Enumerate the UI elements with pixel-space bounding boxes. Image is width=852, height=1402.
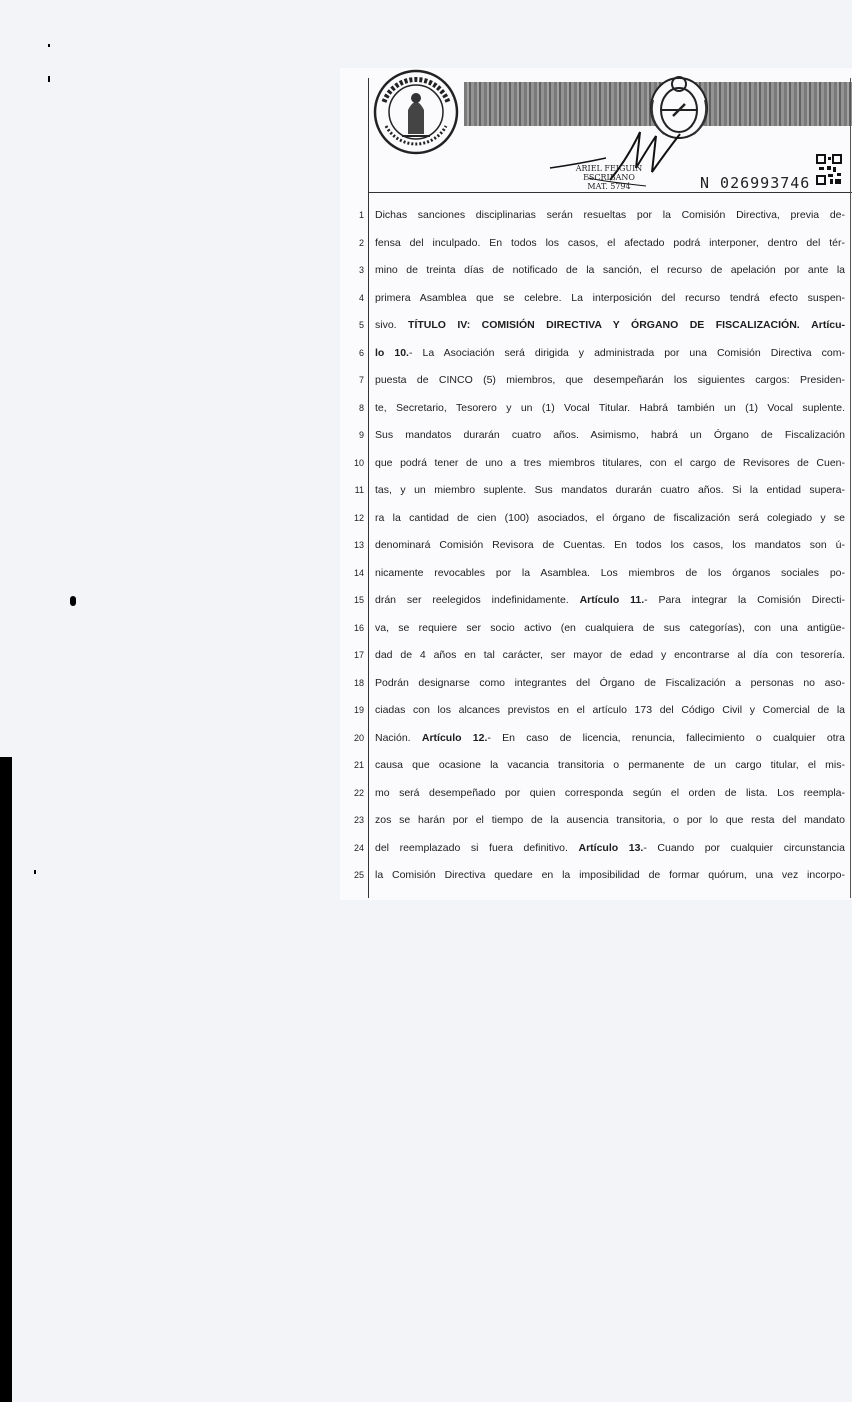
text-line: nicamente revocables por la Asamblea. Los miembros de los órganos sociales po- bbox=[375, 566, 845, 579]
line-number: 23 bbox=[353, 815, 364, 825]
scan-black-margin bbox=[0, 757, 12, 1402]
document-body bbox=[375, 202, 845, 890]
line-number: 5 bbox=[358, 320, 364, 330]
text-line: fensa del inculpado. En todos los casos, el afectado podrá interponer, dentro del tér- bbox=[375, 236, 845, 249]
line-number: 9 bbox=[358, 430, 364, 440]
bold-heading: lo 10. bbox=[375, 346, 409, 359]
text-line: que podrá tener de uno a tres miembros titulares, con el cargo de Revisores de Cuen- bbox=[375, 456, 845, 469]
text-line: ciadas con los alcances previstos en el artículo 173 del Código Civil y Comercial de la bbox=[375, 704, 845, 716]
text-line: zos se harán por el tiempo de la ausencia transitoria, o por lo que resta del mandato bbox=[375, 814, 845, 826]
line-number: 4 bbox=[358, 292, 364, 303]
line-number: 13 bbox=[353, 540, 364, 550]
text-line: lo 10.- La Asociación será dirigida y administrada por una Comisión Directiva com- bbox=[375, 346, 845, 359]
text-line: sivo. TÍTULO IV: COMISIÓN DIRECTIVA Y ÓRGANO DE FISCALIZACIÓN. Artícu- bbox=[375, 319, 845, 331]
line-number: 25 bbox=[353, 870, 364, 880]
line-number: 18 bbox=[353, 677, 364, 688]
line-number: 10 bbox=[353, 457, 364, 468]
line-number: 22 bbox=[353, 787, 364, 798]
text-line: tas, y un miembro suplente. Sus mandatos durarán cuatro años. Si la entidad supera- bbox=[375, 484, 845, 496]
line-number: 19 bbox=[353, 705, 364, 715]
frame-top-rule bbox=[368, 192, 852, 193]
line-number: 14 bbox=[353, 567, 364, 578]
line-number: 2 bbox=[358, 237, 364, 248]
text-line: drán ser reelegidos indefinidamente. Artículo 11.- Para integrar la Comisión Directi- bbox=[375, 594, 845, 606]
bold-heading: TÍTULO IV: COMISIÓN DIRECTIVA Y ÓRGANO DE FISCALIZACIÓN. bbox=[408, 319, 800, 331]
text-line: mo será desempeñado por quien corresponda según el orden de lista. Los reempla- bbox=[375, 786, 845, 799]
line-number: 12 bbox=[353, 512, 364, 523]
text-line: te, Secretario, Tesorero y un (1) Vocal Titular. Habrá también un (1) Vocal suplente. bbox=[375, 401, 845, 414]
line-number: 15 bbox=[353, 595, 364, 605]
line-number: 24 bbox=[353, 842, 364, 853]
scan-speck bbox=[70, 596, 76, 606]
qr-code-icon bbox=[816, 154, 842, 186]
frame-right-rule bbox=[850, 78, 851, 898]
text-line: del reemplazado si fuera definitivo. Artículo 13.- Cuando por cualquier circunstancia bbox=[375, 841, 845, 854]
bold-heading: Artículo 11. bbox=[579, 594, 645, 606]
line-number: 21 bbox=[353, 760, 364, 770]
notarial-page bbox=[340, 68, 852, 900]
text-line: Sus mandatos durarán cuatro años. Asimismo, habrá un Órgano de Fiscalización bbox=[375, 429, 845, 441]
scan-speck bbox=[48, 44, 50, 47]
line-number: 1 bbox=[358, 210, 364, 220]
text-line: Dichas sanciones disciplinarias serán resueltas por la Comisión Directiva, previa de- bbox=[375, 209, 845, 221]
notary-title: ESCRIBANO bbox=[583, 173, 635, 182]
text-line: Podrán designarse como integrantes del Órgano de Fiscalización a personas no aso- bbox=[375, 676, 845, 689]
text-line: la Comisión Directiva quedare en la imposibilidad de formar quórum, una vez incorpo- bbox=[375, 869, 845, 881]
notary-stamp bbox=[566, 164, 652, 191]
notary-seal-icon bbox=[372, 68, 460, 156]
line-number: 7 bbox=[358, 375, 364, 385]
text-line: primera Asamblea que se celebre. La interposición del recurso tendrá efecto suspen- bbox=[375, 291, 845, 304]
text-line: ra la cantidad de cien (100) asociados, el órgano de fiscalización será colegiado y se bbox=[375, 511, 845, 524]
text-line: causa que ocasione la vacancia transitoria o permanente de un cargo titular, el mis- bbox=[375, 759, 845, 771]
bold-heading: Artículo 13. bbox=[578, 841, 644, 854]
scan-speck bbox=[48, 76, 50, 82]
bold-heading: Artículo 12. bbox=[421, 731, 488, 744]
line-numbers bbox=[340, 202, 364, 890]
text-line: mino de treinta días de notificado de la sanción, el recurso de apelación por ante la bbox=[375, 264, 845, 276]
scan-speck bbox=[34, 870, 36, 874]
text-line: puesta de CINCO (5) miembros, que desempeñarán los siguientes cargos: Presiden- bbox=[375, 374, 845, 386]
line-number: 8 bbox=[358, 402, 364, 413]
text-line: dad de 4 años en tal carácter, ser mayor de edad y encontrarse al día con tesorería. bbox=[375, 649, 845, 661]
line-number: 6 bbox=[358, 347, 364, 358]
text-line: Nación. Artículo 12.- En caso de licencia, renuncia, fallecimiento o cualquier otra bbox=[375, 731, 845, 744]
bold-heading: Artícu- bbox=[811, 319, 845, 331]
line-number: 20 bbox=[353, 732, 364, 743]
line-number: 16 bbox=[353, 622, 364, 633]
text-line: denominará Comisión Revisora de Cuentas. En todos los casos, los mandatos son ú- bbox=[375, 539, 845, 551]
frame-left-rule bbox=[368, 78, 369, 898]
notary-name: ARIEL FEIGUIN bbox=[575, 164, 643, 173]
text-line: va, se requiere ser socio activo (en cualquiera de sus categorías), con una antigüe- bbox=[375, 621, 845, 634]
notary-registration: MAT. 5794 bbox=[587, 182, 631, 191]
line-number: 11 bbox=[354, 485, 364, 495]
line-number: 17 bbox=[353, 650, 364, 660]
serial-number: N 026993746 bbox=[700, 174, 811, 192]
page-header bbox=[368, 68, 852, 192]
line-number: 3 bbox=[358, 265, 364, 275]
